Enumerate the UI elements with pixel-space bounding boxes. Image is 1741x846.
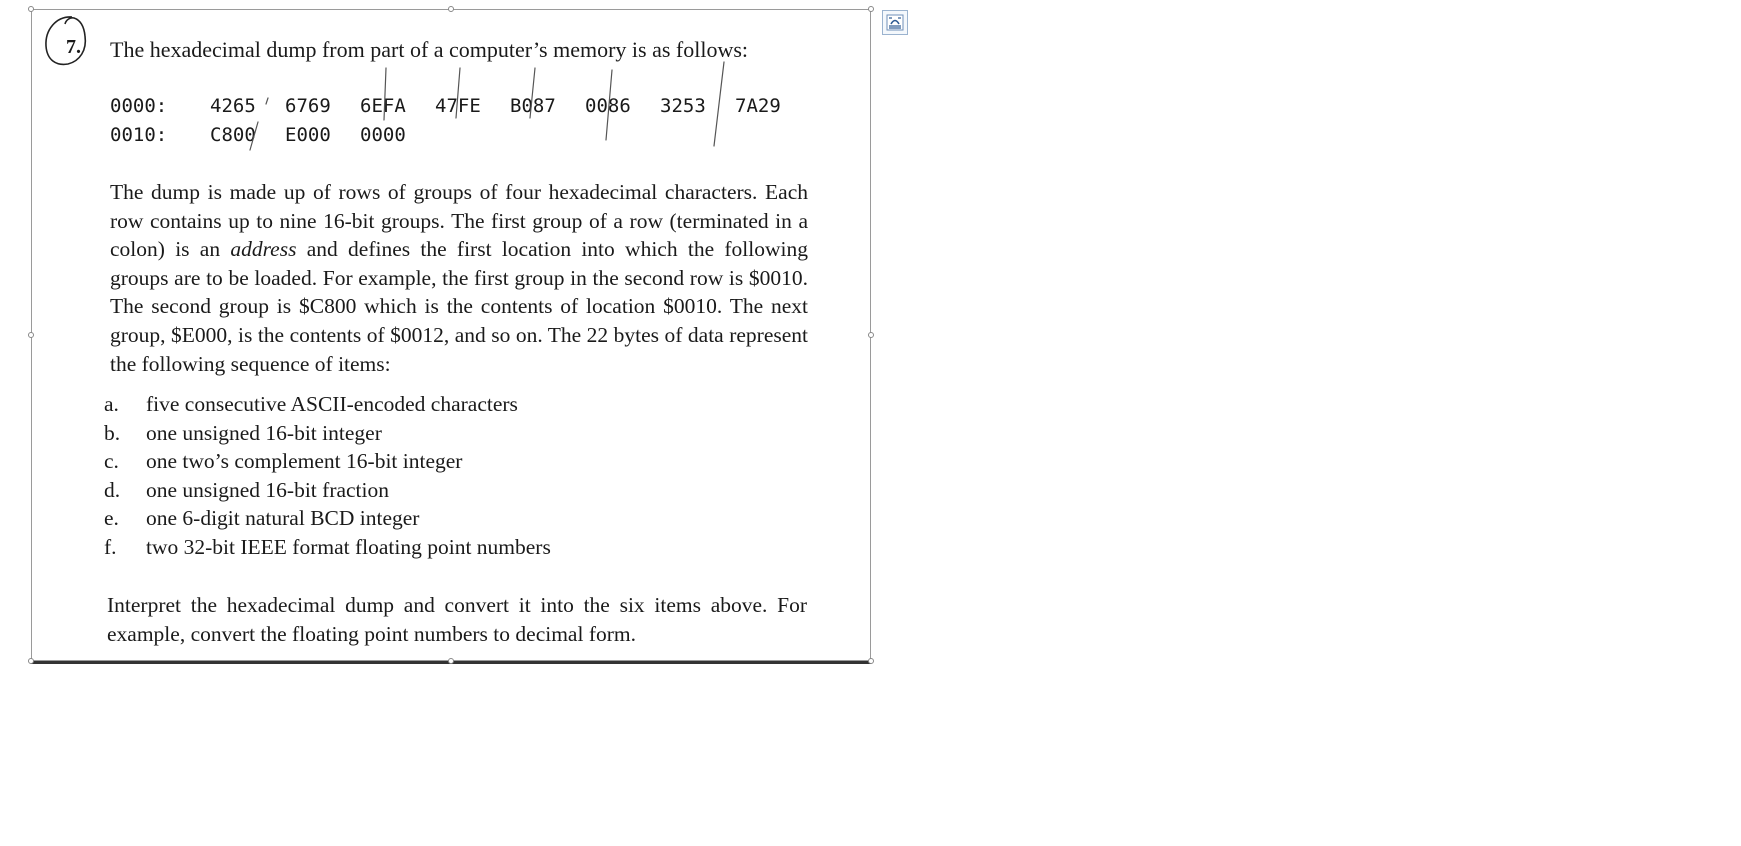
list-item <box>104 419 551 448</box>
resize-handle-top-left[interactable] <box>28 6 34 12</box>
list-item-letter: f. <box>104 534 117 559</box>
dump-address: 0010: <box>110 124 168 146</box>
list-item-text: one 6-digit natural BCD integer <box>146 506 420 531</box>
list-item-letter: e. <box>104 506 119 531</box>
question-number: 7. <box>66 36 81 58</box>
list-item-letter: d. <box>104 477 121 502</box>
resize-handle-middle-left[interactable] <box>28 332 34 338</box>
question-intro: The hexadecimal dump from part of a computer’s memory is as follows: <box>110 37 749 62</box>
list-item-letter: a. <box>104 392 119 416</box>
list-item-letter: c. <box>104 449 119 474</box>
resize-handle-bottom-left[interactable] <box>28 658 34 664</box>
list-item-text: two 32-bit IEEE format floating point numbers <box>146 534 551 559</box>
paragraph-text-end: and defines the first location into which the following groups are to be loaded. For example, the first group in the second row is $0010. The second group is $C800 which is the contents of location $0010. The next group, $E000, is the contents of $0012, and so on. The 22 bytes of data represent the following sequence of items: <box>110 237 808 376</box>
list-item <box>104 447 551 476</box>
dump-address: 0000: <box>110 95 168 117</box>
layout-options-icon <box>883 11 907 34</box>
description-paragraph <box>110 178 808 378</box>
dump-group: 7A29 <box>735 95 781 117</box>
resize-handle-middle-right[interactable] <box>868 332 874 338</box>
paragraph-italic-term: address <box>230 237 297 262</box>
list-item <box>104 533 551 562</box>
dump-group: 0086 <box>585 95 631 117</box>
dump-group: B087 <box>510 95 556 117</box>
dump-group: E000 <box>285 124 331 146</box>
list-item-text: one unsigned 16-bit fraction <box>146 477 390 502</box>
paragraph-text-start: The dump is made up of rows of groups of four hexadecimal characters. Each row contains up to nine 16-bit groups. The first group of a row (terminated in a colon) is an <box>110 180 808 262</box>
resize-handle-top-center[interactable] <box>448 6 454 12</box>
dump-group: 3253 <box>660 95 706 117</box>
dump-group: 0000 <box>360 124 406 146</box>
dump-group: 47FE <box>435 95 481 117</box>
list-item-text: one two’s complement 16-bit integer <box>146 449 463 474</box>
resize-handle-top-right[interactable] <box>868 6 874 12</box>
resize-handle-bottom-center[interactable] <box>448 658 454 664</box>
list-item <box>104 390 551 419</box>
list-item <box>104 476 551 505</box>
dump-group: 6769 <box>285 95 331 117</box>
instruction-paragraph: Interpret the hexadecimal dump and convert it into the six items above. For example, convert the floating point numbers to decimal form. <box>107 593 807 646</box>
list-item-letter: b. <box>104 420 121 445</box>
items-list <box>104 390 551 562</box>
list-item-text: one unsigned 16-bit integer <box>146 420 382 445</box>
layout-options-button[interactable] <box>882 10 908 35</box>
dump-group: C800 <box>210 124 256 146</box>
list-item-text: five consecutive ASCII-encoded characters <box>146 392 518 416</box>
dump-group: 6EFA <box>360 95 406 117</box>
list-item <box>104 504 551 533</box>
dump-group: 4265 <box>210 95 256 117</box>
resize-handle-bottom-right[interactable] <box>868 658 874 664</box>
